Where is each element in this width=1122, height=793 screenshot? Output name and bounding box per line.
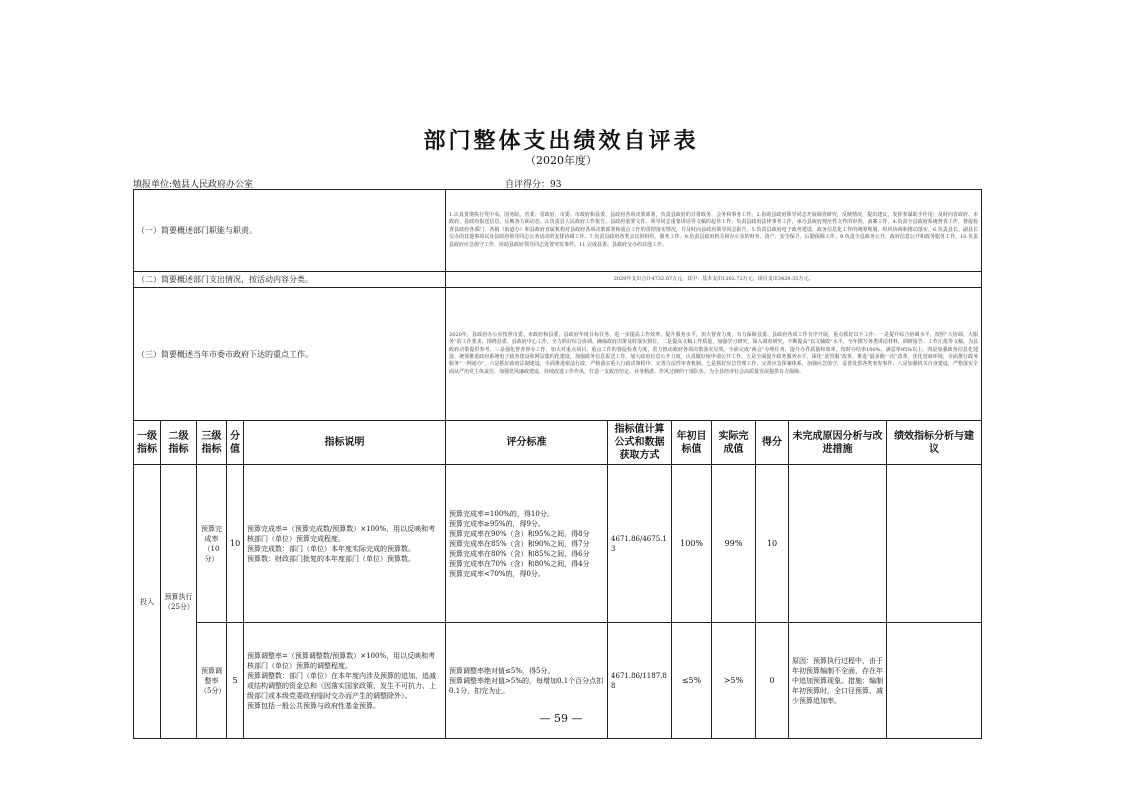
description-line: 预算调整率=（预算调整数/预算数）×100%，用以反映和考核部门（单位）预算的调整程度。 xyxy=(247,651,436,670)
col-header-target: 年初目标值 xyxy=(672,421,712,465)
criteria-line: 预算完成率在85%（含）和90%之间，得7分 xyxy=(449,539,590,548)
description-line: 预算包括一般公共预算与政府性基金预算。 xyxy=(247,701,380,710)
description-line: 预算调整数：部门（单位）在本年度内涉及预算的追加、追减或结构调整的资金总和（因落实国家政策、发生不可抗力、上级部门或本级党委政府临时交办而产生的调整除外）。 xyxy=(247,671,436,700)
formula-cell: 4671.86/4675.13 xyxy=(608,465,672,623)
table-row xyxy=(134,465,982,623)
target-cell: 100% xyxy=(672,465,712,623)
col-header-actual: 实际完成值 xyxy=(712,421,756,465)
col-header-criteria: 评分标准 xyxy=(446,421,608,465)
level1-cell: 投入 xyxy=(134,465,161,739)
col-header-suggestion: 绩效指标分析与建议 xyxy=(887,421,982,465)
section-label-1: （一）简要概述部门职能与职责。 xyxy=(134,190,446,272)
criteria-line: 预算完成率在70%（含）和80%之间，得4分 xyxy=(449,559,590,568)
section-row-2 xyxy=(134,272,982,288)
section-row-1 xyxy=(134,190,982,272)
score-cell: 10 xyxy=(756,465,789,623)
level3-cell: 预算调整率（5分） xyxy=(197,623,227,739)
criteria-cell xyxy=(446,465,608,623)
reason-cell: 原因：预算执行过程中，由于年初预算编制不全面，存在年中追加预算现象。措施：编制年初预算时，全口径预算，减少预算追加率。 xyxy=(789,623,887,739)
suggestion-cell xyxy=(887,465,982,623)
col-header-level1: 一级指标 xyxy=(134,421,161,465)
section-text-2: 2020年支出合计4732.07万元，其中：基本支出1302.72万元，项目支出3429.35万元。 xyxy=(446,272,982,288)
section-row-3 xyxy=(134,288,982,421)
weight-cell: 10 xyxy=(227,465,244,623)
criteria-line: 预算调整率绝对值>5%的，每增加0.1个百分点扣0.1分，扣完为止。 xyxy=(449,676,604,695)
criteria-line: 预算完成率≥95%的，得9分。 xyxy=(449,519,545,528)
col-header-description: 指标说明 xyxy=(244,421,446,465)
criteria-line: 预算完成率=100%的，得10分。 xyxy=(449,509,554,518)
col-header-reason: 未完成原因分析与改进措施 xyxy=(789,421,887,465)
criteria-line: 预算完成率在90%（含）和95%之间，得8分 xyxy=(449,529,590,538)
level3-cell: 预算完成率（10分） xyxy=(197,465,227,623)
description-line: 预算完成率=（预算完成数/预算数）×100%，用以反映和考核部门（单位）预算完成程度。 xyxy=(247,524,436,543)
section-text-3: 2020年，县政府办公室按照市委、市政府和县委、县政府年度目标任务，进一步提高工作效率，提升服务水平，加大督查力度，有力保障县委、县政府各项工作有序开展。重点抓好以下工作：一是提升综合协调水平，按照“大协调、大服务”的工作要求，围绕县委、县政府中心工作，全力抓好综合协调，确保政府决策及时落实到位。二是提高文稿工作质量，加强学习研究，深入调查研究，不断提高“以文辅政”水平，全年撰写各类讲话材料、调研报告、工作汇报等文稿，为县政府决策提供参考。三是强化督查督办工作，加大对重点项目、重点工作的督促检查力度，着力推动政府各项决策落实见效。全面完成“两会”办理任务，提升办件质量和效率，按时办结率100%，满意率95%以上。四是加强政务信息化建设，统筹推进政府系统电子政务建设和网站集约化建设，加强政务信息报送工作，加大政府信息公开力度，认真做好依申请公开工作。五是全面提升政务服务水平，深化“放管服”改革，推进“最多跑一次”改革，优化营商环境，全面推行政务服务“一网通办”。六是抓好政府法制建设，全面推进依法行政，严格落实重大行政决策程序，完善合法性审查机制。七是抓好应急管理工作，完善应急预案体系，加强应急值守，妥善处置各类突发事件。八是加强机关自身建设，严格落实全面从严治党主体责任，加强党风廉政建设，持续改进工作作风，打造一支政治坚定、业务精湛、作风过硬的干部队伍，为全县经济社会高质量发展提供有力保障。 xyxy=(446,288,982,421)
criteria-line: 预算完成率在80%（含）和85%之间，得6分 xyxy=(449,549,590,558)
col-header-weight: 分值 xyxy=(227,421,244,465)
col-header-score: 得分 xyxy=(756,421,789,465)
formula-cell: 4671.86/1187.88 xyxy=(608,623,672,739)
criteria-line: 预算调整率绝对值≤5%，得5分。 xyxy=(449,666,555,675)
score-cell: 0 xyxy=(756,623,789,739)
section-label-2: （二）简要概述部门支出情况，按活动内容分类。 xyxy=(134,272,446,288)
criteria-line: 预算完成率<70%的，得0分。 xyxy=(449,569,545,578)
page-title: 部门整体支出绩效自评表 xyxy=(423,129,699,154)
weight-cell: 5 xyxy=(227,623,244,739)
actual-cell: >5% xyxy=(712,623,756,739)
filing-unit: 填报单位:勉县人民政府办公室 xyxy=(133,180,254,190)
page-number: — 59 — xyxy=(539,712,583,725)
col-header-level2: 二级指标 xyxy=(161,421,197,465)
description-cell xyxy=(244,465,446,623)
description-line: 预算数：财政部门批复的本年度部门（单位）预算数。 xyxy=(247,554,415,563)
self-score: 自评得分：93 xyxy=(505,180,562,190)
evaluation-table xyxy=(133,189,982,739)
col-header-level3: 三级指标 xyxy=(197,421,227,465)
column-header-row xyxy=(134,421,982,465)
section-label-3: （三）简要概述当年市委市政府下达的重点工作。 xyxy=(134,288,446,421)
col-header-formula: 指标值计算公式和数据获取方式 xyxy=(608,421,672,465)
page-subtitle-year: （2020年度） xyxy=(525,154,597,167)
actual-cell: 99% xyxy=(712,465,756,623)
section-text-1: 1.认真贯彻执行党中央、国务院、省委、省政府、市委、市政府和县委、县政府各项决策部署，负责县政府的日常政务、会务和事务工作。2.协助县政府领导同志开展调查研究，反映情况，提出建议，发挥参谋助手作用；及时向省政府、市政府、县政府报送信息，反映各方面动态。3.负责县人民政府工作报告、县政府重要文件、领导同志重要讲话等文稿的起草工作；负责县政府法律事务工作，承办县政府规范性文件的审查、备案工作。4.负责全县政府系统督查工作，督促检查县政府各部门、各镇（街道办）和县政府直属机构对县政府各项决策部署和重点工作的贯彻落实情况，并及时向县政府领导同志报告。5.负责县政府电子政务建设、政务信息化工作的统筹规划、组织协调和推动落实。6.负责县长、副县长交办的其他事项以及县政府领导同志公务活动的安排协调工作。7.负责县政府各类会议的组织、服务工作。8.负责县政府机关和办公室的财务、资产、安全保卫、后勤保障工作。9.负责全县政务公开、政府信息公开和政务服务工作。10.负责县政府应急值守工作，协助县政府领导同志处置突发事件。11.完成县委、县政府交办的其他工作。 xyxy=(446,190,982,272)
level2-cell: 预算执行（25分） xyxy=(161,465,197,739)
description-line: 预算完成数：部门（单位）本年度实际完成的预算数。 xyxy=(247,544,415,553)
reason-cell xyxy=(789,465,887,623)
target-cell: ≤5% xyxy=(672,623,712,739)
